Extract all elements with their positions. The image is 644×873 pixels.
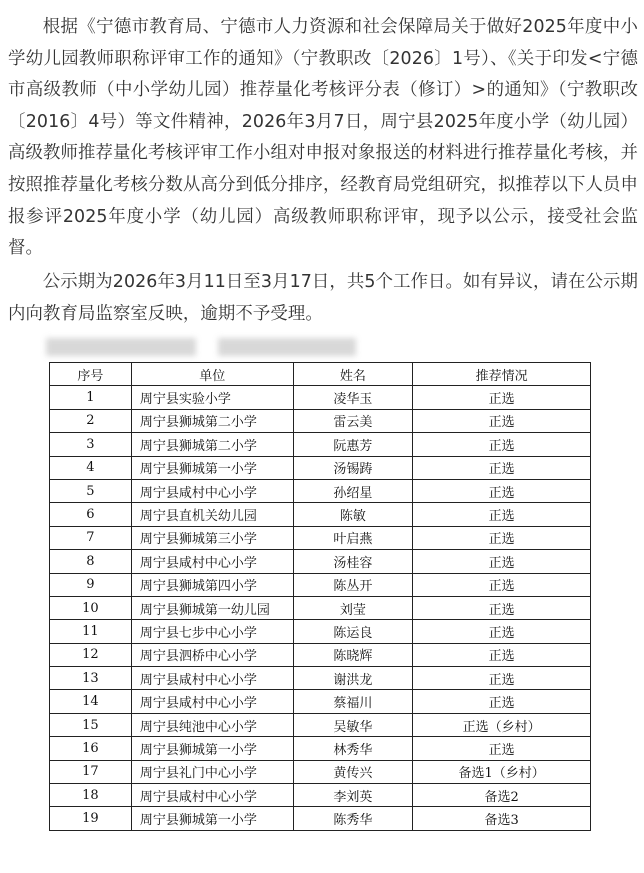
table-header-row: [50, 363, 591, 386]
cell-index: 18: [50, 784, 132, 807]
cell-index: 11: [50, 620, 132, 643]
notice-paragraph-period: 公示期为2026年3月11日至3月17日，共5个工作日。如有异议，请在公示期内向教育局监察室反映，逾期不予受理。: [8, 272, 638, 324]
cell-name: 陈晓辉: [293, 643, 413, 666]
cell-status: 正选: [413, 667, 591, 690]
cell-name: 雷云美: [293, 409, 413, 432]
table-row: [50, 807, 591, 830]
cell-name: 李刘英: [293, 784, 413, 807]
cell-unit: 周宁县礼门中心小学: [131, 760, 293, 783]
cell-unit: 周宁县咸村中心小学: [131, 784, 293, 807]
table-row: [50, 479, 591, 502]
cell-unit: 周宁县实验小学: [131, 386, 293, 409]
cell-name: 汤锡踌: [293, 456, 413, 479]
cell-index: 19: [50, 807, 132, 830]
cell-status: 正选: [413, 526, 591, 549]
header-status: 推荐情况: [413, 363, 591, 386]
table-row: [50, 737, 591, 760]
cell-unit: 周宁县狮城第二小学: [131, 409, 293, 432]
cell-index: 2: [50, 409, 132, 432]
cell-index: 15: [50, 713, 132, 736]
table-row: [50, 386, 591, 409]
cell-index: 5: [50, 479, 132, 502]
cell-name: 叶启燕: [293, 526, 413, 549]
cell-unit: 周宁县狮城第四小学: [131, 573, 293, 596]
table-row: [50, 643, 591, 666]
cell-name: 林秀华: [293, 737, 413, 760]
cell-index: 1: [50, 386, 132, 409]
table-row: [50, 690, 591, 713]
cell-unit: 周宁县狮城第一小学: [131, 456, 293, 479]
cell-status: 正选: [413, 596, 591, 619]
cell-name: 陈运良: [293, 620, 413, 643]
header-unit: 单位: [131, 363, 293, 386]
cell-index: 13: [50, 667, 132, 690]
cell-unit: 周宁县狮城第一幼儿园: [131, 596, 293, 619]
cell-unit: 周宁县纯池中心小学: [131, 713, 293, 736]
cell-name: 蔡福川: [293, 690, 413, 713]
table-row: [50, 713, 591, 736]
table-row: [50, 433, 591, 456]
cell-name: 陈敏: [293, 503, 413, 526]
cell-unit: 周宁县咸村中心小学: [131, 479, 293, 502]
cell-unit: 周宁县咸村中心小学: [131, 667, 293, 690]
cell-index: 10: [50, 596, 132, 619]
table-row: [50, 573, 591, 596]
cell-index: 12: [50, 643, 132, 666]
cell-index: 4: [50, 456, 132, 479]
cell-index: 14: [50, 690, 132, 713]
cell-status: 正选: [413, 690, 591, 713]
cell-index: 17: [50, 760, 132, 783]
table-row: [50, 760, 591, 783]
cell-index: 9: [50, 573, 132, 596]
cell-status: 正选: [413, 643, 591, 666]
cell-unit: 周宁县咸村中心小学: [131, 550, 293, 573]
table-row: [50, 409, 591, 432]
cell-index: 7: [50, 526, 132, 549]
cell-status: 备选2: [413, 784, 591, 807]
cell-status: 备选3: [413, 807, 591, 830]
cell-unit: 周宁县泗桥中心小学: [131, 643, 293, 666]
table-row: [50, 526, 591, 549]
table-row: [50, 596, 591, 619]
blurred-text: [46, 338, 196, 356]
cell-unit: 周宁县直机关幼儿园: [131, 503, 293, 526]
cell-status: 正选: [413, 386, 591, 409]
cell-unit: 周宁县狮城第二小学: [131, 433, 293, 456]
cell-status: 正选: [413, 573, 591, 596]
cell-status: 正选: [413, 409, 591, 432]
cell-index: 6: [50, 503, 132, 526]
table-row: [50, 784, 591, 807]
table-row: [50, 620, 591, 643]
header-name: 姓名: [293, 363, 413, 386]
cell-name: 汤桂容: [293, 550, 413, 573]
table-row: [50, 667, 591, 690]
cell-name: 吴敏华: [293, 713, 413, 736]
cell-status: 备选1（乡村）: [413, 760, 591, 783]
cell-status: 正选: [413, 456, 591, 479]
cell-index: 8: [50, 550, 132, 573]
cell-status: 正选: [413, 620, 591, 643]
cell-status: 正选: [413, 479, 591, 502]
cell-name: 陈秀华: [293, 807, 413, 830]
cell-name: 陈丛开: [293, 573, 413, 596]
cell-unit: 周宁县狮城第一小学: [131, 807, 293, 830]
cell-index: 3: [50, 433, 132, 456]
cell-status: 正选: [413, 550, 591, 573]
blurred-text: [218, 338, 356, 356]
cell-unit: 周宁县狮城第三小学: [131, 526, 293, 549]
table-row: [50, 550, 591, 573]
recommendation-table: [49, 362, 591, 831]
cell-unit: 周宁县狮城第一小学: [131, 737, 293, 760]
cell-status: 正选: [413, 503, 591, 526]
cell-name: 黄传兴: [293, 760, 413, 783]
cell-name: 刘莹: [293, 596, 413, 619]
notice-paragraph-main: 根据《宁德市教育局、宁德市人力资源和社会保障局关于做好2025年度中小学幼儿园教师职称评审工作的通知》（宁教职改〔2026〕1号）、《关于印发<宁德市高级教师（中小学幼儿园）推荐量化考核评分表（修订）>的通知》（宁教职改〔2016〕4号）等文件精神，2026年3月7日，周宁县2025年度小学（幼儿园）高级教师推荐量化考核评审工作小组对申报对象报送的材料进行推荐量化考核，并按照推荐量化考核分数从高分到低分排序，经教育局党组研究，拟推荐以下人员申报参评2025年度小学（幼儿园）高级教师职称评审，现予以公示，接受社会监督。: [8, 17, 638, 259]
header-index: 序号: [50, 363, 132, 386]
cell-name: 凌华玉: [293, 386, 413, 409]
table-row: [50, 456, 591, 479]
cell-name: 阮惠芳: [293, 433, 413, 456]
cell-status: 正选: [413, 433, 591, 456]
cell-unit: 周宁县咸村中心小学: [131, 690, 293, 713]
cell-name: 谢洪龙: [293, 667, 413, 690]
cell-name: 孙绍星: [293, 479, 413, 502]
cell-status: 正选: [413, 737, 591, 760]
cell-status: 正选（乡村）: [413, 713, 591, 736]
table-row: [50, 503, 591, 526]
cell-index: 16: [50, 737, 132, 760]
cell-unit: 周宁县七步中心小学: [131, 620, 293, 643]
